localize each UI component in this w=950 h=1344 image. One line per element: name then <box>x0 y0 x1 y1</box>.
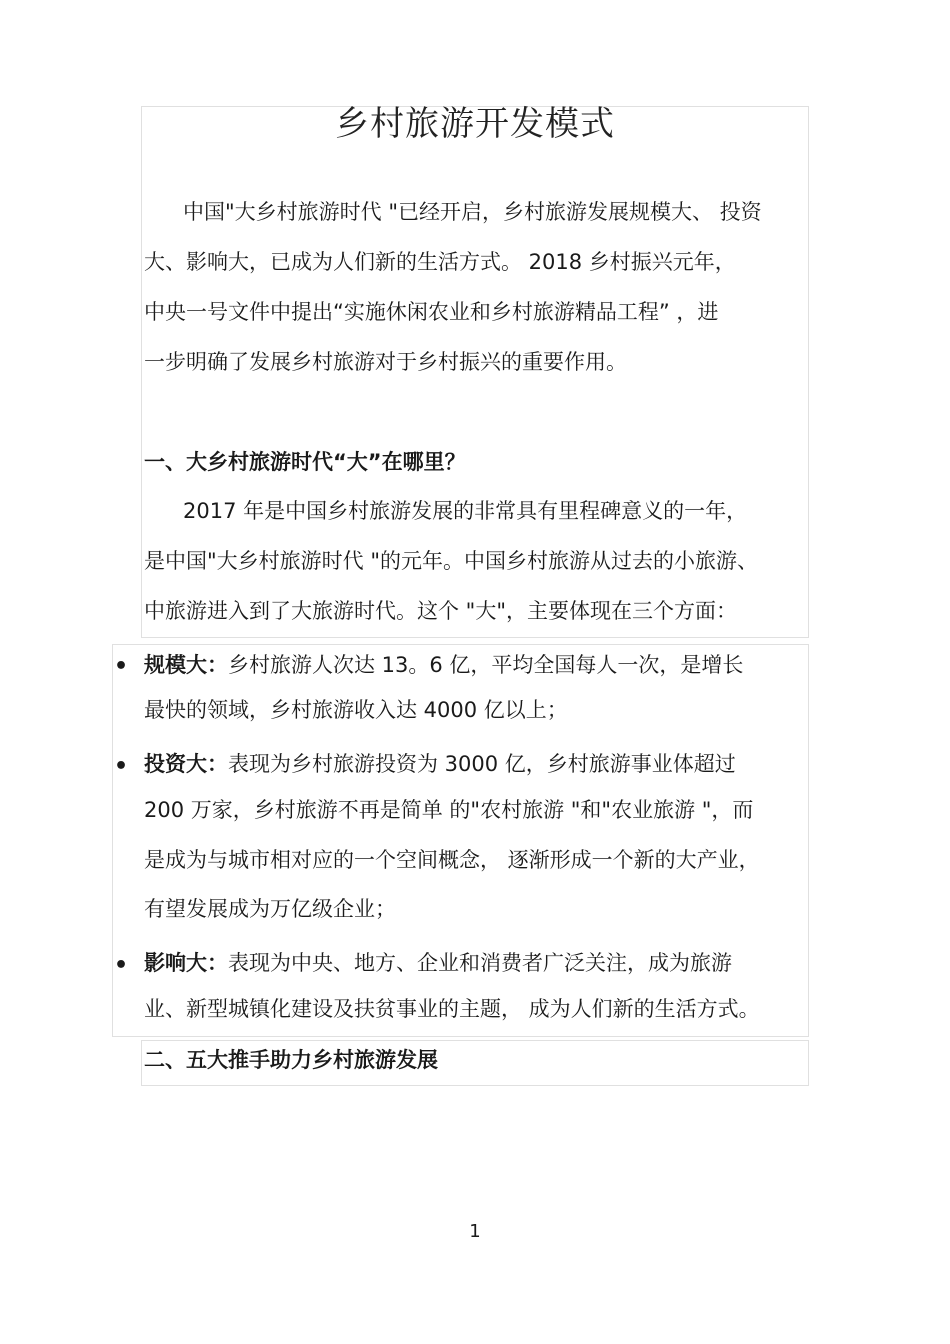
section-heading: 一、大乡村旅游时代“大”在哪里？ <box>144 450 466 474</box>
bullet-label: 投资大： <box>144 752 228 776</box>
bullet-text: 最快的领域，乡村旅游收入达 4000 亿以上； <box>144 698 568 722</box>
bullet-text: 有望发展成为万亿级企业； <box>144 897 396 921</box>
bullet-text: 200 万家，乡村旅游不再是简单 的"农村旅游 "和"农业旅游 "，而 <box>144 798 754 822</box>
bullet-text: 乡村旅游人次达 13。6 亿，平均全国每人一次，是增长 <box>228 653 744 677</box>
intro-line: 中国"大乡村旅游时代 "已经开启，乡村旅游发展规模大、 投资 <box>183 200 762 224</box>
intro-line: 一步明确了发展乡村旅游对于乡村振兴的重要作用。 <box>144 350 627 374</box>
bullet-label: 规模大： <box>144 653 228 677</box>
page-number: 1 <box>469 1221 481 1242</box>
section-paragraph-line: 中旅游进入到了大旅游时代。这个 "大"，主要体现在三个方面： <box>144 599 737 623</box>
bullet-text: 表现为乡村旅游投资为 3000 亿，乡村旅游事业体超过 <box>228 752 736 776</box>
bullet-item <box>144 748 736 778</box>
bullet-item <box>144 649 743 679</box>
section-heading: 二、五大推手助力乡村旅游发展 <box>144 1048 438 1072</box>
bullet-icon: • <box>114 654 129 679</box>
bullet-text: 是成为与城市相对应的一个空间概念， 逐渐形成一个新的大产业， <box>144 848 760 872</box>
bullet-item <box>144 947 732 977</box>
section-paragraph-line: 2017 年是中国乡村旅游发展的非常具有里程碑意义的一年， <box>183 499 748 523</box>
intro-line: 大、影响大，已成为人们新的生活方式。 2018 乡村振兴元年， <box>144 250 736 274</box>
bullet-text: 业、新型城镇化建设及扶贫事业的主题， 成为人们新的生活方式。 <box>144 997 760 1021</box>
bullet-text: 表现为中央、地方、企业和消费者广泛关注，成为旅游 <box>228 951 732 975</box>
section-paragraph-line: 是中国"大乡村旅游时代 "的元年。中国乡村旅游从过去的小旅游、 <box>144 549 758 573</box>
page-title: 乡村旅游开发模式 <box>335 104 615 144</box>
intro-line: 中央一号文件中提出“实施休闲农业和乡村旅游精品工程” ，进 <box>144 300 719 324</box>
bullet-label: 影响大： <box>144 951 228 975</box>
bullet-icon: • <box>114 754 129 779</box>
bullet-icon: • <box>114 953 129 978</box>
